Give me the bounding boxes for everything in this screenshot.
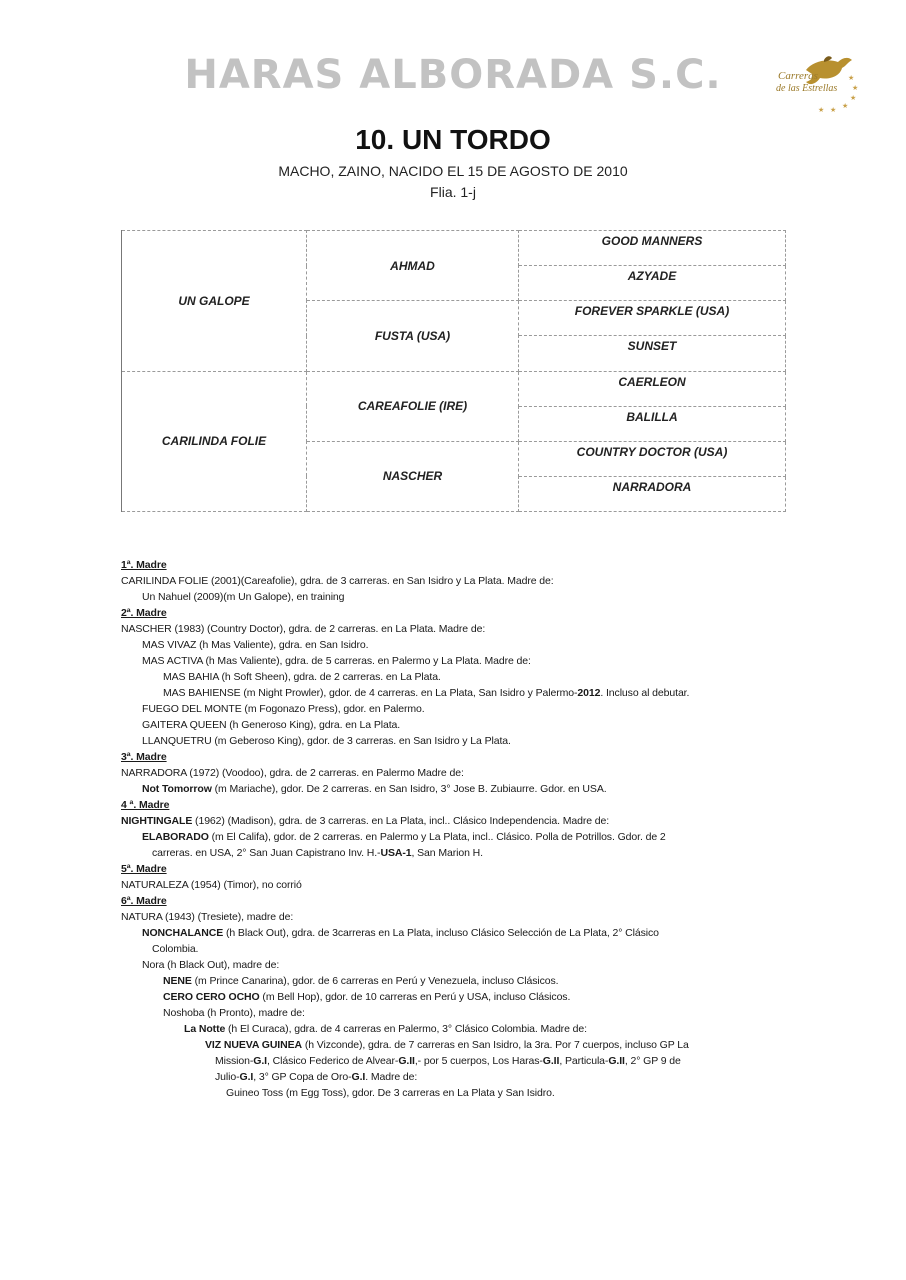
note-text: (m Mariache), gdor. De 2 carreras. en San Isidro, 3° Jose B. Zubiaurre. Gdor. en USA. <box>211 783 607 795</box>
horse-description: MACHO, ZAINO, NACIDO EL 15 DE AGOSTO DE 2010 <box>278 163 628 179</box>
section-heading <box>121 605 801 621</box>
note-line <box>121 637 801 653</box>
note-text: 5ª. Madre <box>121 863 167 875</box>
note-line <box>121 1069 801 1085</box>
note-line <box>121 845 801 861</box>
note-text: 1ª. Madre <box>121 559 167 571</box>
note-line <box>121 1053 801 1069</box>
note-line <box>121 573 801 589</box>
note-text: MAS VIVAZ (h Mas Valiente), gdra. en San Isidro. <box>142 639 369 651</box>
horse-family: Flia. 1-j <box>430 184 476 200</box>
note-text: USA-1 <box>380 847 412 859</box>
note-text: G.II <box>542 1055 560 1067</box>
note-text: CARILINDA FOLIE (2001)(Careafolie), gdra. de 3 carreras. en San Isidro y La Plata. Madre de: <box>121 575 554 587</box>
note-text: VIZ NUEVA GUINEA <box>205 1039 302 1051</box>
carreras-logo <box>768 50 864 116</box>
note-text: 2012 <box>577 687 601 699</box>
logo-text-estrellas: de las Estrellas <box>776 83 838 94</box>
note-line <box>121 765 801 781</box>
brand-title: HARAS ALBORADA S.C. <box>184 52 722 98</box>
note-text: 4 ª. Madre <box>121 799 170 811</box>
note-line <box>121 925 801 941</box>
pedigree-sire-sire: AHMAD <box>307 231 519 301</box>
note-line <box>121 733 801 749</box>
pedigree-ggp-2: AZYADE <box>519 266 786 301</box>
pedigree-ggp-6: BALILLA <box>519 406 786 441</box>
note-text: . Madre de: <box>365 1071 418 1083</box>
note-text: CERO CERO OCHO <box>163 991 260 1003</box>
note-text: Un Nahuel (2009)(m Un Galope), en training <box>142 591 345 603</box>
note-text: NIGHTINGALE <box>121 815 193 827</box>
pedigree-dam: CARILINDA FOLIE <box>122 371 307 512</box>
note-line <box>121 941 801 957</box>
note-line <box>121 989 801 1005</box>
note-text: NONCHALANCE <box>142 927 224 939</box>
note-text: MAS BAHIA (h Soft Sheen), gdra. de 2 carreras. en La Plata. <box>163 671 441 683</box>
pedigree-sire-dam: FUSTA (USA) <box>307 301 519 371</box>
svg-text:★: ★ <box>842 102 849 110</box>
note-text: NENE <box>163 975 192 987</box>
note-text: 3ª. Madre <box>121 751 167 763</box>
note-text: Mission- <box>215 1055 254 1067</box>
note-text: ,- por 5 cuerpos, Los Haras- <box>414 1055 543 1067</box>
note-line <box>121 829 801 845</box>
pedigree-ggp-7: COUNTRY DOCTOR (USA) <box>519 441 786 476</box>
note-text: (m Prince Canarina), gdor. de 6 carreras en Perú y Venezuela, incluso Clásicos. <box>191 975 559 987</box>
note-text: G.I <box>253 1055 267 1067</box>
horse-title: 10. UN TORDO <box>355 124 551 155</box>
pedigree-ggp-8: NARRADORA <box>519 476 786 511</box>
note-text: , Particula- <box>559 1055 609 1067</box>
note-text: MAS ACTIVA (h Mas Valiente), gdra. de 5 carreras. en Palermo y La Plata. Madre de: <box>142 655 531 667</box>
note-line <box>121 669 801 685</box>
note-line <box>121 909 801 925</box>
note-text: Julio- <box>215 1071 240 1083</box>
svg-text:★: ★ <box>848 74 855 82</box>
note-line <box>121 653 801 669</box>
note-text: , 3° GP Copa de Oro- <box>253 1071 352 1083</box>
section-heading <box>121 557 801 573</box>
note-text: 2ª. Madre <box>121 607 167 619</box>
note-text: La Notte <box>184 1023 226 1035</box>
note-line <box>121 717 801 733</box>
note-text: NATURALEZA (1954) (Timor), no corrió <box>121 879 302 891</box>
note-line <box>121 973 801 989</box>
note-text: . Incluso al debutar. <box>600 687 690 699</box>
note-line <box>121 701 801 717</box>
note-text: NASCHER (1983) (Country Doctor), gdra. de 2 carreras. en La Plata. Madre de: <box>121 623 486 635</box>
note-text: GAITERA QUEEN (h Generoso King), gdra. en La Plata. <box>142 719 401 731</box>
section-heading <box>121 749 801 765</box>
note-line <box>121 685 801 701</box>
note-line <box>121 781 801 797</box>
note-line <box>121 1037 801 1053</box>
note-text: (1962) (Madison), gdra. de 3 carreras. en La Plata, incl.. Clásico Independencia. Madre de: <box>192 815 610 827</box>
note-text: Not Tomorrow <box>142 783 212 795</box>
note-text: ELABORADO <box>142 831 209 843</box>
note-text: (m Bell Hop), gdor. de 10 carreras en Perú y USA, incluso Clásicos. <box>259 991 571 1003</box>
note-line <box>121 877 801 893</box>
note-text: Noshoba (h Pronto), madre de: <box>163 1007 305 1019</box>
note-text: (h Black Out), gdra. de 3carreras en La Plata, incluso Clásico Selección de La Plata, 2° Clásico <box>223 927 659 939</box>
svg-text:★: ★ <box>818 106 825 114</box>
note-text: (h El Curaca), gdra. de 4 carreras en Palermo, 3° Clásico Colombia. Madre de: <box>225 1023 587 1035</box>
pedigree-ggp-3: FOREVER SPARKLE (USA) <box>519 301 786 336</box>
pedigree-ggp-5: CAERLEON <box>519 371 786 406</box>
note-text: Nora (h Black Out), madre de: <box>142 959 280 971</box>
section-heading <box>121 797 801 813</box>
svg-text:★: ★ <box>850 94 857 102</box>
note-line <box>121 1021 801 1037</box>
section-heading <box>121 893 801 909</box>
note-line <box>121 813 801 829</box>
note-line <box>121 589 801 605</box>
note-text: LLANQUETRU (m Geberoso King), gdor. de 3 carreras. en San Isidro y La Plata. <box>142 735 511 747</box>
logo-text-carreras: Carreras <box>778 70 818 82</box>
note-text: G.II <box>608 1055 625 1067</box>
pedigree-table <box>121 230 786 512</box>
note-text: , Clásico Federico de Alvear- <box>267 1055 399 1067</box>
note-line <box>121 1085 801 1101</box>
note-text: MAS BAHIENSE (m Night Prowler), gdor. de 4 carreras. en La Plata, San Isidro y Palermo- <box>163 687 578 699</box>
svg-text:★: ★ <box>852 84 859 92</box>
note-line <box>121 957 801 973</box>
female-line-notes <box>121 557 801 1101</box>
note-text: G.II <box>398 1055 415 1067</box>
pedigree-ggp-4: SUNSET <box>519 336 786 371</box>
pedigree-ggp-1: GOOD MANNERS <box>519 231 786 266</box>
note-line <box>121 1005 801 1021</box>
note-text: Colombia. <box>152 943 199 955</box>
note-text: , San Marion H. <box>411 847 483 859</box>
pedigree-dam-dam: NASCHER <box>307 441 519 511</box>
note-text: FUEGO DEL MONTE (m Fogonazo Press), gdor. en Palermo. <box>142 703 425 715</box>
note-text: G.I <box>239 1071 254 1083</box>
section-heading <box>121 861 801 877</box>
note-line <box>121 621 801 637</box>
note-text: carreras. en USA, 2° San Juan Capistrano Inv. H.- <box>152 847 381 859</box>
note-text: G.I <box>351 1071 366 1083</box>
note-text: Guineo Toss (m Egg Toss), gdor. De 3 carreras en La Plata y San Isidro. <box>226 1087 555 1099</box>
note-text: (h Vizconde), gdra. de 7 carreras en San Isidro, la 3ra. Por 7 cuerpos, incluso GP La <box>302 1039 689 1051</box>
pedigree-sire: UN GALOPE <box>122 231 307 372</box>
note-text: 6ª. Madre <box>121 895 167 907</box>
svg-text:★: ★ <box>830 106 837 114</box>
pedigree-dam-sire: CAREAFOLIE (IRE) <box>307 371 519 441</box>
note-text: NARRADORA (1972) (Voodoo), gdra. de 2 carreras. en Palermo Madre de: <box>121 767 464 779</box>
note-text: NATURA (1943) (Tresiete), madre de: <box>121 911 294 923</box>
note-text: (m El Califa), gdor. de 2 carreras. en Palermo y La Plata, incl.. Clásico. Polla de Potrillos. Gdor. de 2 <box>208 831 666 843</box>
note-text: , 2° GP 9 de <box>624 1055 681 1067</box>
